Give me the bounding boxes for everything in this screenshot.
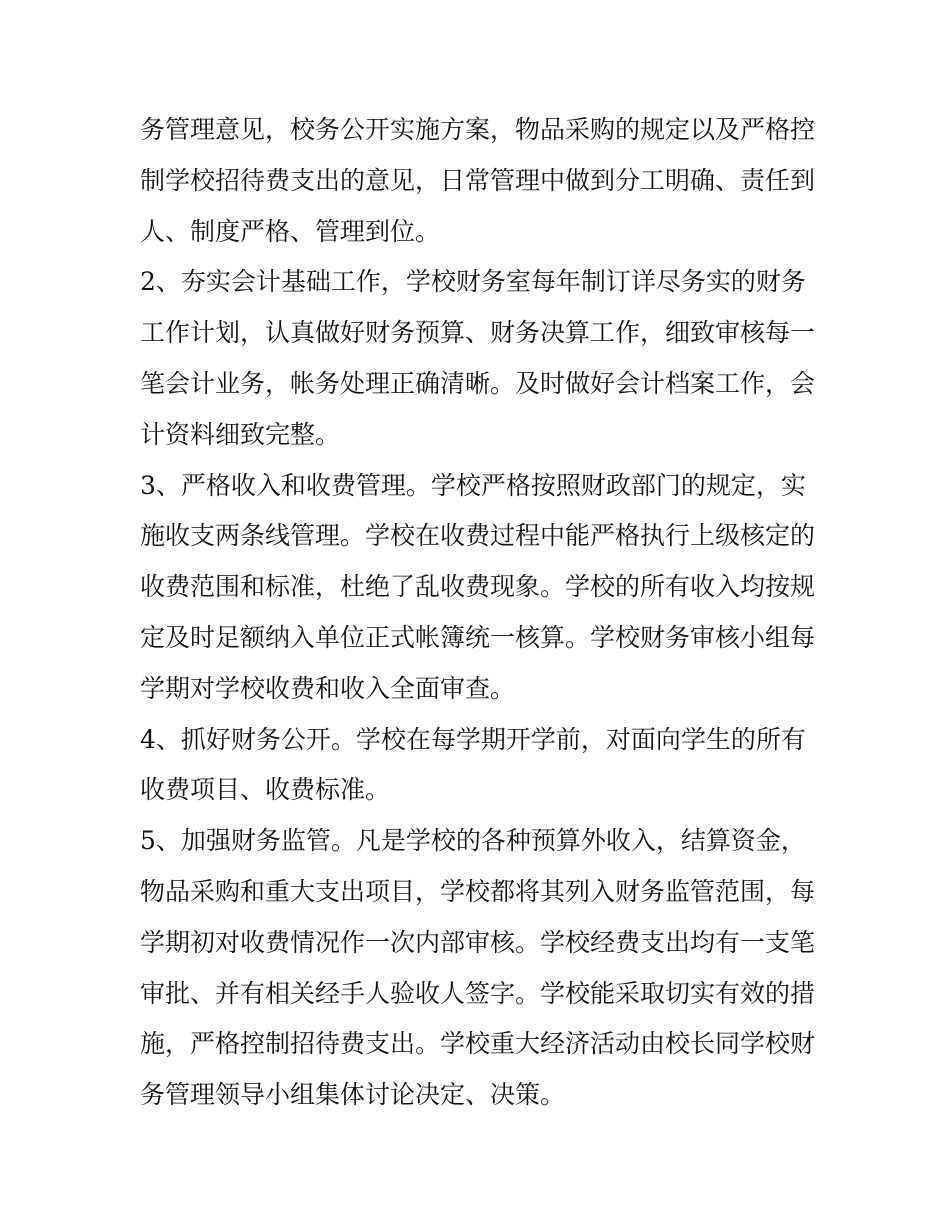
text-line: 施，严格控制招待费支出。学校重大经济活动由校长同学校财 bbox=[140, 1029, 816, 1059]
text-line: 人、制度严格、管理到位。 bbox=[140, 216, 441, 246]
text-line: 务管理领导小组集体讨论决定、决策。 bbox=[140, 1080, 566, 1110]
text-line: 3、严格收入和收费管理。学校严格按照财政部门的规定，实 bbox=[140, 470, 806, 500]
document-body bbox=[140, 105, 820, 1121]
text-line: 制学校招待费支出的意见，日常管理中做到分工明确、责任到 bbox=[140, 165, 816, 195]
text-line: 学期初对收费情况作一次内部审核。学校经费支出均有一支笔 bbox=[140, 927, 816, 957]
text-line: 审批、并有相关经手人验收人签字。学校能采取切实有效的措 bbox=[140, 978, 816, 1008]
text-line: 定及时足额纳入单位正式帐簿统一核算。学校财务审核小组每 bbox=[140, 622, 816, 652]
text-line: 笔会计业务，帐务处理正确清晰。及时做好会计档案工作，会 bbox=[140, 368, 816, 398]
text-line: 2、夯实会计基础工作，学校财务室每年制订详尽务实的财务 bbox=[140, 267, 806, 297]
text-line: 收费项目、收费标准。 bbox=[140, 775, 391, 805]
text-line: 施收支两条线管理。学校在收费过程中能严格执行上级核定的 bbox=[140, 521, 816, 551]
text-line: 物品采购和重大支出项目，学校都将其列入财务监管范围，每 bbox=[140, 876, 816, 906]
text-line: 学期对学校收费和收入全面审查。 bbox=[140, 673, 516, 703]
text-line: 务管理意见，校务公开实施方案，物品采购的规定以及严格控 bbox=[140, 115, 816, 144]
text-line: 4、抓好财务公开。学校在每学期开学前，对面向学生的所有 bbox=[140, 724, 806, 754]
text-line: 5、加强财务监管。凡是学校的各种预算外收入，结算资金， bbox=[140, 826, 806, 856]
text-line: 收费范围和标准，杜绝了乱收费现象。学校的所有收入均按规 bbox=[140, 572, 816, 602]
text-line: 计资料细致完整。 bbox=[140, 419, 341, 449]
text-line: 工作计划，认真做好财务预算、财务决算工作，细致审核每一 bbox=[140, 318, 816, 348]
